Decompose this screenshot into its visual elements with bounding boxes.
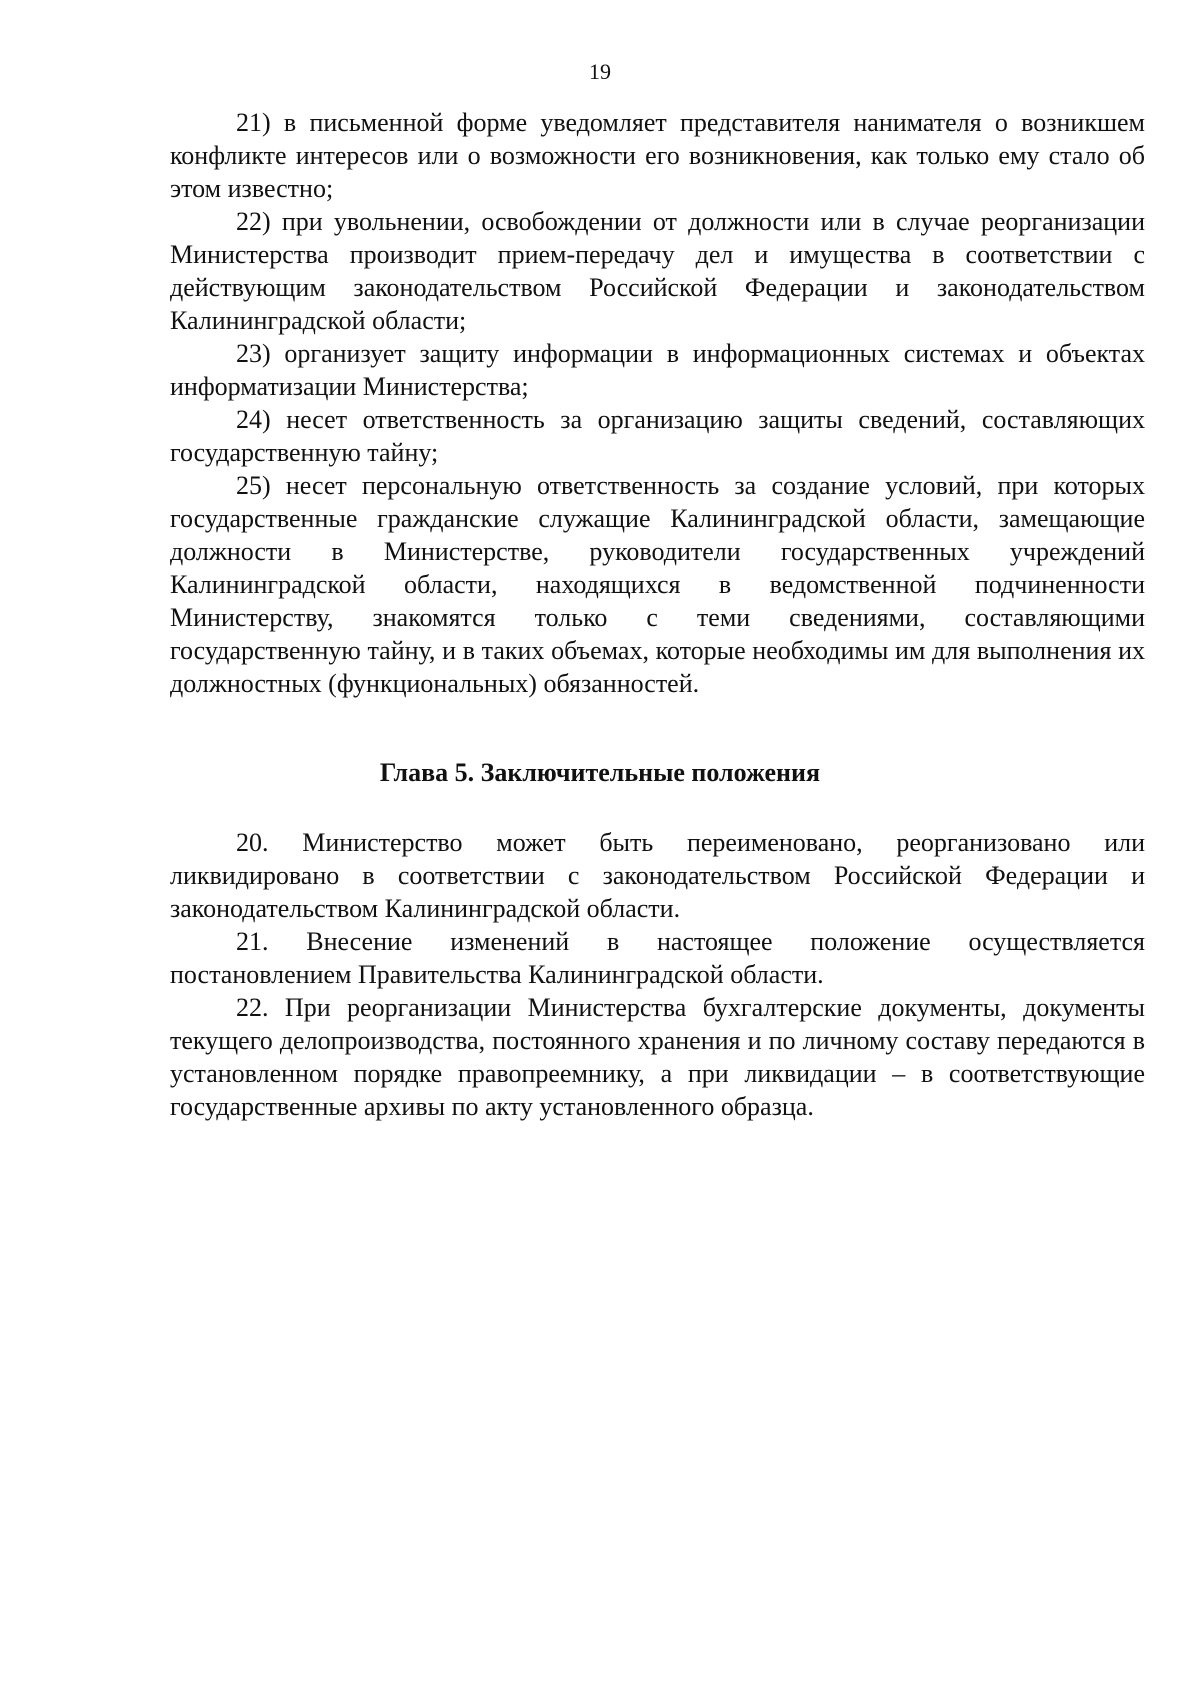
duties-list	[170, 106, 1145, 700]
provision-paragraph: 22. При реорганизации Министерства бухгалтерские документы, документы текущего делопроизводства, постоянного хранения и по личному составу передаются в установленном порядке правопреемнику, а при ликвидации – в соответствующие государственные архивы по акту установленного образца.	[170, 993, 1145, 1121]
list-item: 25) несет персональную ответственность за создание условий, при которых государственные гражданские служащие Калининградской области, замещающие должности в Министерстве, руководители государственных учреждений Калининградской области, находящихся в ведомственной подчиненности Министерству, знакомятся только с теми сведениями, составляющими государственную тайну, и в таких объемах, которые необходимы им для выполнения их должностных (функциональных) обязанностей.	[170, 471, 1145, 698]
provision-paragraph: 20. Министерство может быть переименовано, реорганизовано или ликвидировано в соответствии с законодательством Российской Федерации и законодательством Калининградской области.	[170, 828, 1145, 923]
list-item: 24) несет ответственность за организацию защиты сведений, составляющих государственную тайну;	[170, 405, 1145, 467]
chapter-heading: Глава 5. Заключительные положения	[379, 758, 821, 787]
page-number: 19	[589, 59, 611, 84]
list-item: 21) в письменной форме уведомляет представителя нанимателя о возникшем конфликте интересов или о возможности его возникновения, как только ему стало об этом известно;	[170, 108, 1145, 203]
final-provisions	[170, 826, 1145, 1123]
list-item: 22) при увольнении, освобождении от должности или в случае реорганизации Министерства производит прием-передачу дел и имущества в соответствии с действующим законодательством Российской Федерации и законодательством Калининградской области;	[170, 207, 1145, 335]
provision-paragraph: 21. Внесение изменений в настоящее положение осуществляется постановлением Правительства Калининградской области.	[170, 927, 1145, 989]
list-item: 23) организует защиту информации в информационных системах и объектах информатизации Министерства;	[170, 339, 1145, 401]
